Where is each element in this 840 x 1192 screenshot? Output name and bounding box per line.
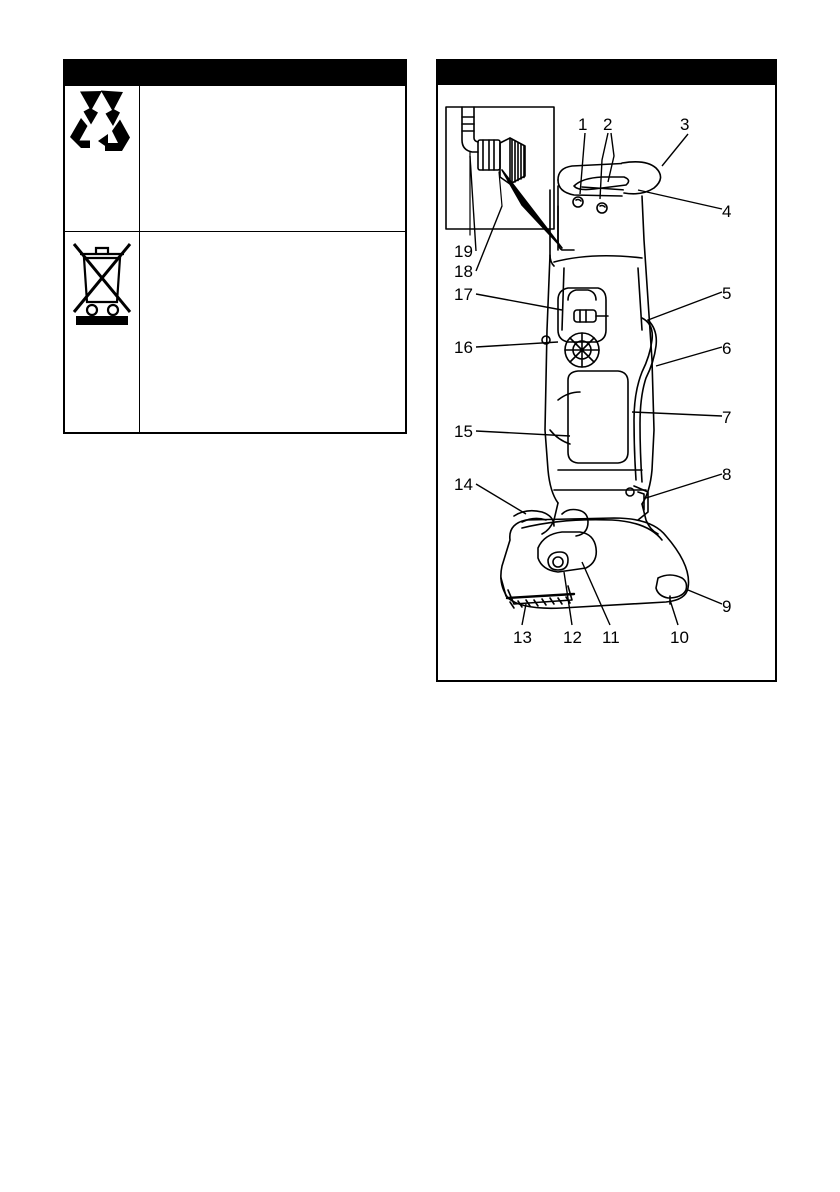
callout-18: 18 [454,262,473,281]
callout-6: 6 [722,339,732,358]
weee-symbol-description [140,232,407,434]
symbols-panel [63,59,407,434]
callout-4: 4 [722,202,732,221]
callout-1: 1 [578,115,588,134]
table-row [64,232,406,434]
callout-14: 14 [454,475,473,494]
callout-17: 17 [454,285,473,304]
weee-crossed-out-wheelie-bin-icon [65,232,139,328]
callout-11: 11 [602,628,620,647]
callout-5: 5 [722,284,732,303]
recycling-symbol-icon [65,86,139,152]
recycling-symbol-description [140,86,407,232]
callout-3: 3 [680,115,690,134]
callout-8: 8 [722,465,732,484]
floor-cleaner-diagram [438,85,775,678]
device-diagram-panel [436,59,777,682]
callout-16: 16 [454,338,473,357]
table-row [64,86,406,232]
diagram-panel-header [436,59,777,85]
symbols-table [63,85,407,434]
callout-7: 7 [722,408,732,427]
callout-19: 19 [454,242,473,261]
callout-9: 9 [722,597,732,616]
weee-symbol-cell [64,232,140,434]
symbols-panel-header [63,59,407,85]
recycling-symbol-cell [64,86,140,232]
callout-2: 2 [603,115,613,134]
callout-15: 15 [454,422,473,441]
callout-12: 12 [563,628,582,647]
callout-13: 13 [513,628,532,647]
diagram-frame [436,85,777,682]
callout-10: 10 [670,628,689,647]
